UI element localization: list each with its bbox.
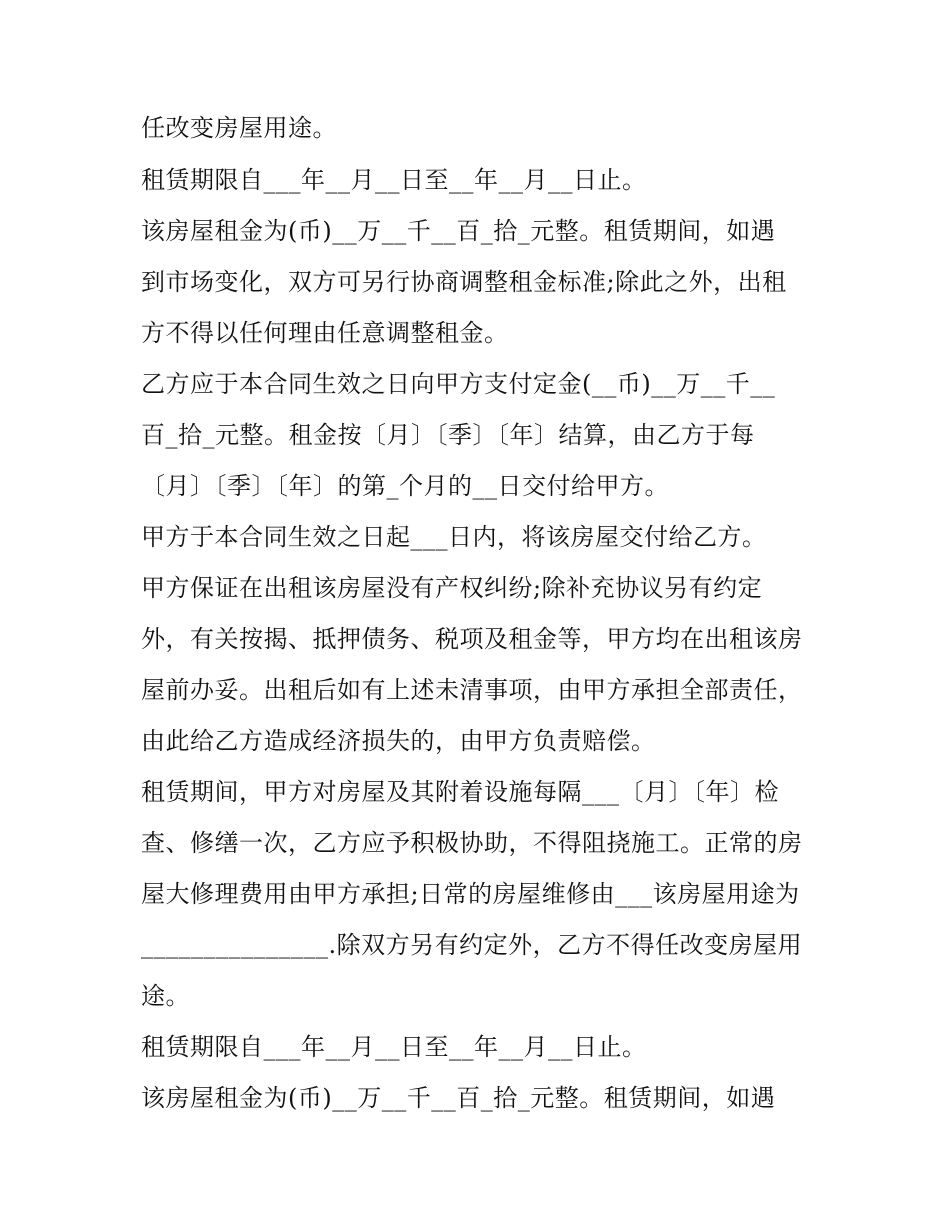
- text-line: 由此给乙方造成经济损失的，由甲方负责赔偿。: [141, 727, 656, 755]
- text-line: 途。: [141, 982, 190, 1010]
- text-line: 百_拾_元整。租金按〔月〕〔季〕〔年〕结算，由乙方于每: [141, 421, 755, 449]
- text-line: 租赁期间，甲方对房屋及其附着设施每隔___〔月〕〔年〕检: [141, 778, 779, 806]
- text-line: 外，有关按揭、抵押债务、税项及租金等，甲方均在出租该房: [141, 625, 803, 653]
- text-line: 该房屋租金为(币)__万__千__百_拾_元整。租赁期间，如遇: [141, 1084, 776, 1112]
- text-line: 甲方保证在出租该房屋没有产权纠纷;除补充协议另有约定: [141, 574, 763, 602]
- text-line: 任改变房屋用途。: [141, 114, 337, 142]
- text-line: 乙方应于本合同生效之日向甲方支付定金(__币)__万__千__: [141, 370, 776, 398]
- text-line: 屋大修理费用由甲方承担;日常的房屋维修由___该房屋用途为: [141, 880, 800, 908]
- text-line: 屋前办妥。出租后如有上述未清事项，由甲方承担全部责任，: [141, 676, 803, 704]
- text-line: 方不得以任何理由任意调整租金。: [141, 319, 509, 347]
- text-line: 查、修缮一次，乙方应予积极协助，不得阻挠施工。正常的房: [141, 829, 803, 857]
- text-line: 租赁期限自___年__月__日至__年__月__日止。: [141, 166, 647, 194]
- text-line: 甲方于本合同生效之日起___日内，将该房屋交付给乙方。: [141, 523, 767, 551]
- text-line: 租赁期限自___年__月__日至__年__月__日止。: [141, 1033, 647, 1061]
- text-line: 到市场变化，双方可另行协商调整租金标准;除此之外，出租: [141, 268, 787, 296]
- text-line: 〔月〕〔季〕〔年〕的第_个月的__日交付给甲方。: [141, 472, 669, 500]
- text-line: 该房屋租金为(币)__万__千__百_拾_元整。租赁期间，如遇: [141, 217, 776, 245]
- text-line: _______________.除双方另有约定外，乙方不得任改变房屋用: [141, 931, 803, 959]
